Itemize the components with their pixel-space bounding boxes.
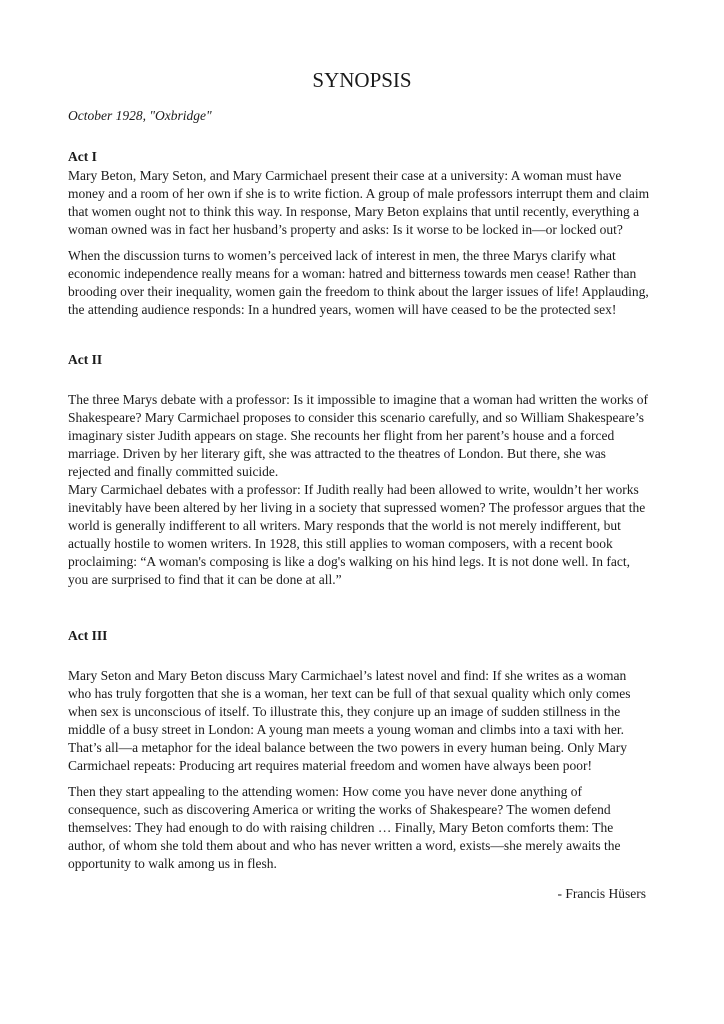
act-heading: Act I [68,149,97,164]
text-line: imaginary sister Judith appears on stage. She recounts her flight from her parent’s house and a forced [68,428,615,443]
text-line: Mary Seton and Mary Beton discuss Mary Carmichael’s latest novel and find: If she writes as a woman [68,668,627,683]
paragraph [68,667,668,775]
text-line: that women ought not to think this way. In response, Mary Beton explains that until recently, everything a [68,204,640,219]
text-line: you are surprised to find that it can be done at all.” [68,572,342,587]
paragraph [68,391,668,481]
text-line: brooding over their inequality, women gain the freedom to think about the larger issues of life! Applauding, [68,284,649,299]
paragraph [68,783,668,873]
text-line: rejected and finally committed suicide. [68,464,279,479]
act-heading: Act III [68,628,108,643]
text-line: woman owned was in fact her husband’s property and asks: Is it worse to be locked in—or locked out? [68,222,623,237]
text-line: the attending audience responds: In a hundred years, women will have ceased to be the protected sex! [68,302,617,317]
text-line: inevitably have been altered by her living in a society that supressed women? The professor argues that the [68,500,646,515]
text-line: who has truly forgotten that she is a woman, her text can be full of that sexual quality which only comes [68,686,631,701]
setting-line: October 1928, "Oxbridge" [68,108,212,123]
text-line: when sex is unconscious of itself. To illustrate this, they conjure up an image of sudden stillness in the [68,704,621,719]
signature: - Francis Hüsers [557,886,646,901]
text-line: consequence, such as discovering America or writing the works of Shakespeare? The women defend [68,802,611,817]
text-line: Then they start appealing to the attending women: How come you have never done anything of [68,784,582,799]
text-line: Mary Carmichael debates with a professor: If Judith really had been allowed to write, wouldn’t her works [68,482,639,497]
text-line: money and a room of her own if she is to write fiction. A group of male professors interrupt them and claim [68,186,650,201]
paragraph [68,247,668,319]
paragraph [68,481,668,589]
text-line: When the discussion turns to women’s perceived lack of interest in men, the three Marys clarify what [68,248,616,263]
text-line: Shakespeare? Mary Carmichael proposes to consider this scenario carefully, and so William Shakespeare’s [68,410,645,425]
page-title: SYNOPSIS [312,68,412,92]
text-line: actually hostile to women writers. In 1928, this still applies to woman composers, with a recent book [68,536,613,551]
text-line: Carmichael repeats: Producing art requires material freedom and women have always been poor! [68,758,593,773]
text-line: marriage. Driven by her literary gift, she was attracted to the theatres of London. But there, she was [68,446,606,461]
text-line: opportunity to walk among us in flesh. [68,856,277,871]
act-heading: Act II [68,352,103,367]
text-line: themselves: They had enough to do with raising children … Finally, Mary Beton comforts them: The [68,820,614,835]
text-line: world is generally indifferent to all writers. Mary responds that the world is not merely indifferent, but [68,518,621,533]
paragraph [68,167,668,239]
text-line: economic independence really means for a woman: hatred and bitterness towards men cease! Rather than [68,266,637,281]
text-line: middle of a busy street in London: A young man meets a young woman and climbs into a taxi with her. [68,722,625,737]
text-line: That’s all—a metaphor for the ideal balance between the two powers in every human being. Only Mary [68,740,627,755]
text-line: Mary Beton, Mary Seton, and Mary Carmichael present their case at a university: A woman must have [68,168,622,183]
text-line: The three Marys debate with a professor: Is it impossible to imagine that a woman had written the works of [68,392,648,407]
text-line: author, of whom she told them about and who has never written a word, exists—she merely awaits the [68,838,621,853]
text-line: proclaiming: “A woman's composing is like a dog's walking on his hind legs. It is not done well. In fact, [68,554,631,569]
